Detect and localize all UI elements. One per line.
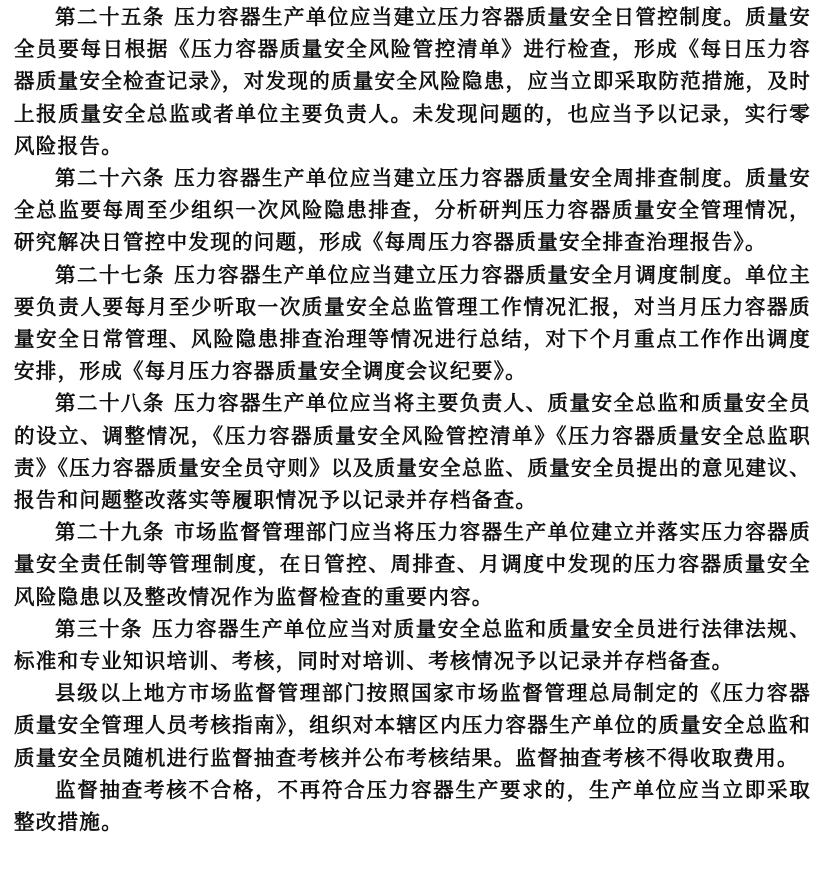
- article-paragraph-25: [14, 1, 811, 162]
- article-text: 县级以上地方市场监督管理部门按照国家市场监督管理总局制定的《压力容器质量安全管理人员考核指南》，组织对本辖区内压力容器生产单位的质量安全总监和质量安全员随机进行监督抽查考核并公布考核结果。监督抽查考核不得收取费用。: [14, 681, 811, 770]
- article-text: 压力容器生产单位应当建立压力容器质量安全月调度制度。单位主要负责人要每月至少听取一次质量安全总监管理工作情况汇报，对当月压力容器质量安全日常管理、风险隐患排查治理等情况进行总结，对下个月重点工作作出调度安排，形成《每月压力容器质量安全调度会议纪要》。: [14, 262, 812, 384]
- article-paragraph-26: [14, 162, 811, 259]
- article-number: 第二十五条: [55, 5, 165, 29]
- article-text: 压力容器生产单位应当建立压力容器质量安全周排查制度。质量安全总监要每周至少组织一次风险隐患排查，分析研判压力容器质量安全管理情况，研究解决日管控中发现的问题，形成《每周压力容器质量安全排查治理报告》。: [14, 166, 812, 255]
- article-paragraph-28: [14, 387, 811, 516]
- article-number: 第二十八条: [55, 391, 165, 416]
- article-number: 第三十条: [55, 616, 143, 641]
- article-number: 第二十七条: [55, 262, 165, 287]
- article-paragraph-30-clause-3: [14, 774, 811, 838]
- article-paragraph-27: [14, 259, 811, 388]
- article-number: 第二十九条: [55, 520, 165, 545]
- article-paragraph-29: [14, 516, 811, 613]
- article-text: 压力容器生产单位应当建立压力容器质量安全日管控制度。质量安全员要每日根据《压力容器质量安全风险管控清单》进行检查，形成《每日压力容器质量安全检查记录》，对发现的质量安全风险隐患，应当立即采取防范措施，及时上报质量安全总监或者单位主要负责人。未发现问题的，也应当予以记录，实行零风险报告。: [14, 5, 812, 158]
- article-number: 第二十六条: [55, 166, 165, 191]
- article-text: 市场监督管理部门应当将压力容器生产单位建立并落实压力容器质量安全责任制等管理制度，在日管控、周排查、月调度中发现的压力容器质量安全风险隐患以及整改情况作为监督检查的重要内容。: [14, 520, 812, 609]
- article-text: 压力容器生产单位应当将主要负责人、质量安全总监和质量安全员的设立、调整情况，《压力容器质量安全风险管控清单》《压力容器质量安全总监职责》《压力容器质量安全员守则》以及质量安全总监、质量安全员提出的意见建议、报告和问题整改落实等履职情况予以记录并存档备查。: [14, 391, 812, 513]
- article-text: 压力容器生产单位应当对质量安全总监和质量安全员进行法律法规、标准和专业知识培训、考核，同时对培训、考核情况予以记录并存档备查。: [14, 616, 812, 674]
- article-paragraph-30: [14, 613, 811, 677]
- article-paragraph-30-clause-2: [14, 677, 811, 774]
- article-text: 监督抽查考核不合格，不再符合压力容器生产要求的，生产单位应当立即采取整改措施。: [14, 777, 811, 835]
- regulation-document: [0, 1, 825, 888]
